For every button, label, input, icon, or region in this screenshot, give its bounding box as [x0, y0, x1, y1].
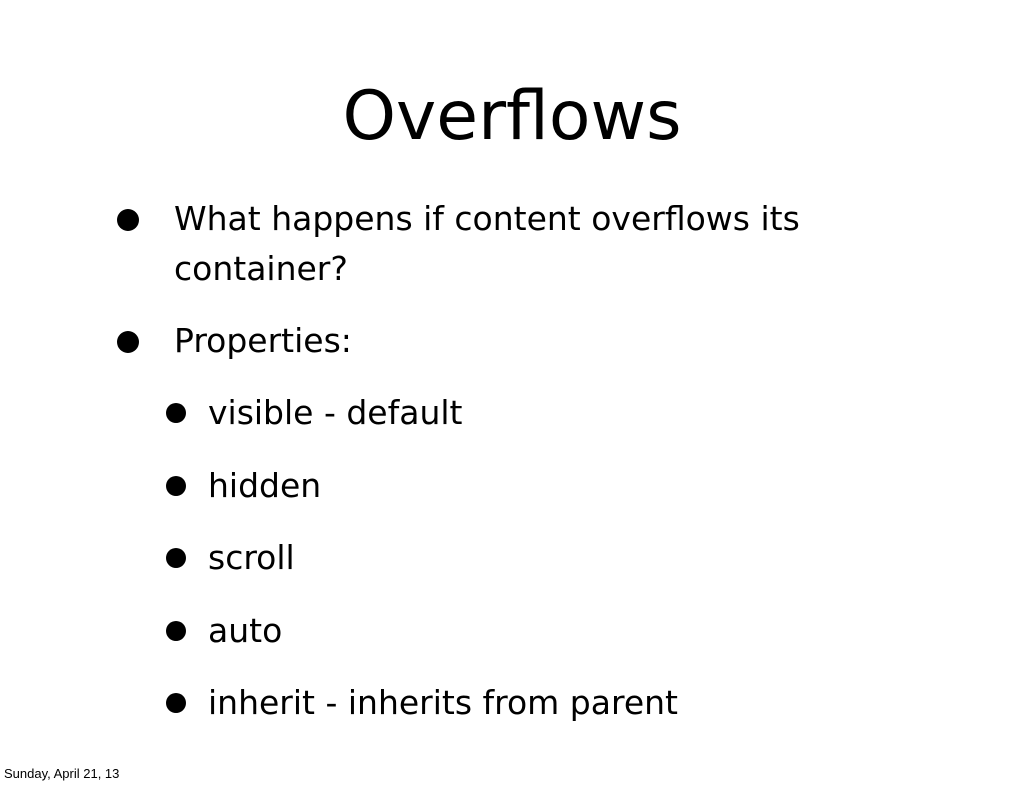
bullet-line: What happens if content overflows its: [174, 199, 800, 238]
bullet-dot: [117, 331, 139, 353]
sub-bullet-dot: [166, 693, 186, 713]
sub-bullet-text: visible - default: [208, 393, 463, 432]
sub-bullet-dot: [166, 476, 186, 496]
bullet-line: container?: [174, 249, 348, 288]
bullet-text-continuation: [174, 244, 348, 294]
sub-bullet-text: auto: [208, 611, 283, 650]
sub-bullet-dot: [166, 621, 186, 641]
sub-bullet-text: scroll: [208, 538, 295, 577]
footer-date: Sunday, April 21, 13: [4, 766, 120, 781]
bullet-line: Properties:: [174, 321, 352, 360]
bullet-dot: [117, 209, 139, 231]
sub-bullet-text: hidden: [208, 466, 322, 505]
sub-bullet-dot: [166, 403, 186, 423]
sub-bullet-text: inherit - inherits from parent: [208, 683, 678, 722]
bullet-text: [174, 316, 352, 366]
slide-title: Overflows: [342, 77, 682, 156]
sub-bullet-dot: [166, 548, 186, 568]
bullet-text: [174, 194, 800, 244]
